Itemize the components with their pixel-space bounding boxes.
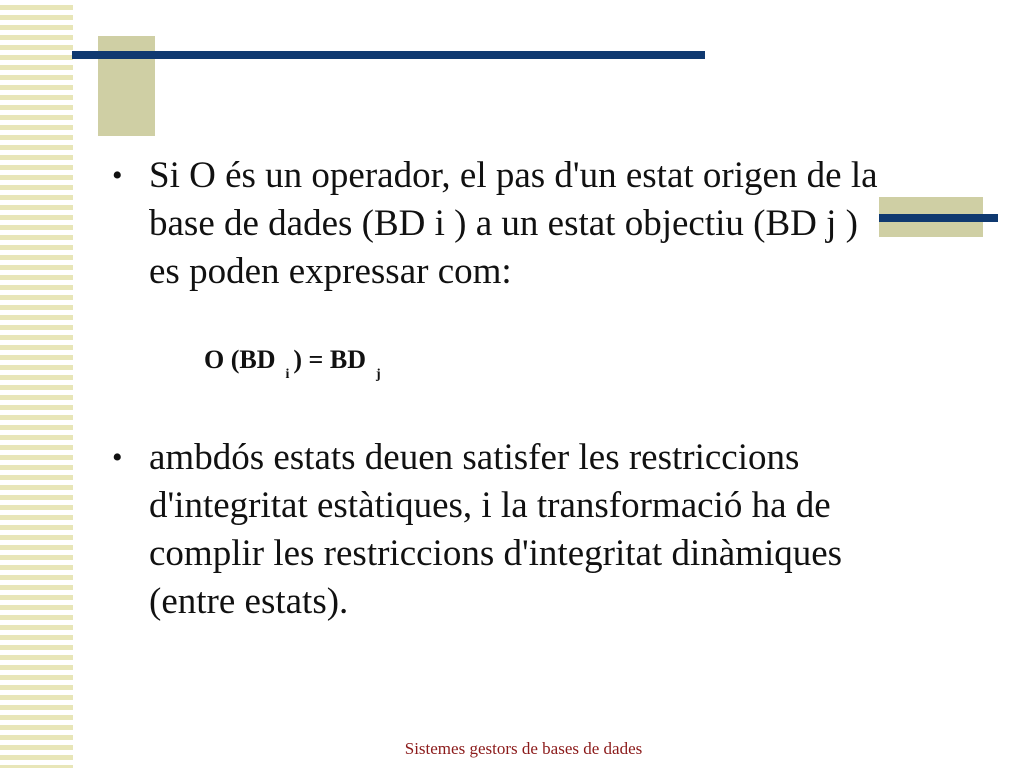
- formula-subscript-i: i: [285, 367, 290, 382]
- side-accent-line: [879, 214, 998, 222]
- bullet-text: Si O és un operador, el pas d'un estat origen de la base de dades (BD i ) a un estat objectiu (BD j ) es poden expressar com:: [149, 155, 878, 292]
- formula-lhs: O (BD: [204, 345, 276, 374]
- slide-footer: Sistemes gestors de bases de dades: [404, 739, 643, 758]
- bullet-item-operator: [112, 152, 882, 296]
- formula-mid: ) = BD: [293, 345, 366, 374]
- formula-subscript-j: j: [375, 367, 381, 382]
- left-stripe-decoration: [0, 0, 73, 768]
- title-accent-line: [72, 51, 705, 59]
- bullet-mark: •: [112, 159, 123, 192]
- bullet-item-states: [112, 434, 882, 626]
- bullet-mark: •: [112, 441, 123, 474]
- bullet-text: ambdós estats deuen satisfer les restriccions d'integritat estàtiques, i la transformació ha de complir les restriccions d'integritat dinàmiques (entre estats).: [149, 437, 843, 622]
- formula: [204, 343, 385, 382]
